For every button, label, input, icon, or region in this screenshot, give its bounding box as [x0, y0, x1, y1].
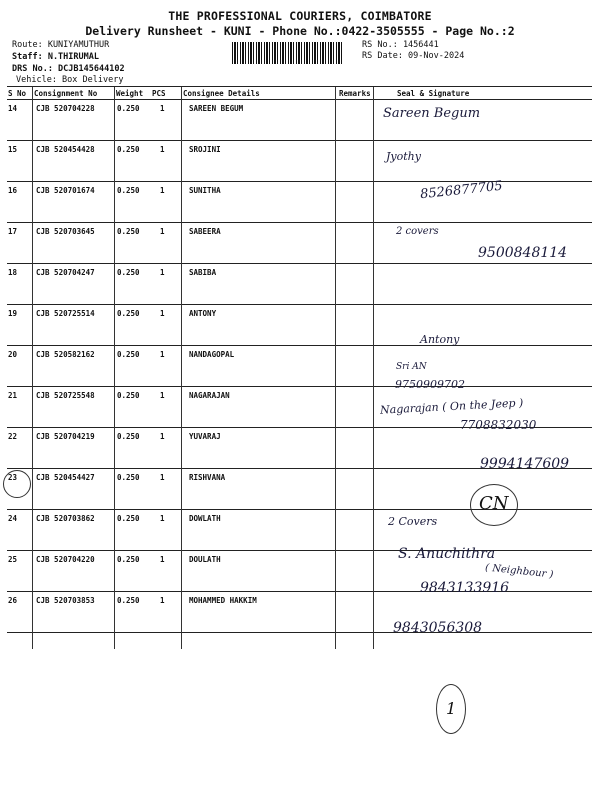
route-label: Route: KUNIYAMUTHUR	[12, 40, 110, 50]
row-weight: 0.250	[117, 227, 140, 236]
staff-label: Staff: N.THIRUMAL	[12, 52, 99, 62]
row-weight: 0.250	[117, 186, 140, 195]
row-pcs: 1	[160, 145, 165, 154]
signature-row-14: Sareen Begum	[383, 106, 481, 121]
row-sno: 16	[8, 186, 18, 195]
row-pcs: 1	[160, 432, 165, 441]
row-pcs: 1	[160, 514, 165, 523]
col-pcs: PCS	[152, 89, 166, 98]
row-sno: 21	[8, 391, 18, 400]
row-sno: 14	[8, 104, 18, 113]
table-row	[7, 591, 592, 633]
row-consignee: RISHVANA	[189, 473, 226, 482]
row-weight: 0.250	[117, 596, 140, 605]
row-sno: 22	[8, 432, 18, 441]
row-weight: 0.250	[117, 309, 140, 318]
row-consignee: YUVARAJ	[189, 432, 221, 441]
cn-circle-mark	[470, 484, 518, 526]
table-row	[7, 263, 592, 305]
page-mark	[436, 684, 466, 734]
row-sno: 23	[8, 473, 18, 482]
row-pcs: 1	[160, 473, 165, 482]
table-row	[7, 99, 592, 141]
row-consignment: CJB 520704247	[36, 268, 95, 277]
row-pcs: 1	[160, 596, 165, 605]
row-consignment: CJB 520582162	[36, 350, 95, 359]
row-pcs: 1	[160, 555, 165, 564]
row-weight: 0.250	[117, 514, 140, 523]
rs-date: RS Date: 09-Nov-2024	[362, 51, 465, 61]
signature-row-25-name: S. Anuchithra	[398, 546, 496, 562]
table-row	[7, 178, 592, 223]
row-consignment: CJB 520704220	[36, 555, 95, 564]
signature-row-20-phone: 9750909702	[395, 378, 465, 391]
row-weight: 0.250	[117, 350, 140, 359]
barcode	[232, 42, 344, 64]
signature-row-21-name: Nagarajan ( On the Jeep )	[379, 396, 524, 417]
col-consignee: Consignee Details	[183, 89, 260, 98]
row-sno: 20	[8, 350, 18, 359]
row-consignee: SAREEN BEGUM	[189, 104, 244, 113]
row-consignee: DOULATH	[189, 555, 221, 564]
row-pcs: 1	[160, 186, 165, 195]
row-consignment: CJB 520703862	[36, 514, 95, 523]
col-remarks: Remarks	[339, 89, 371, 98]
col-weight: Weight	[116, 89, 144, 98]
row-sno: 15	[8, 145, 18, 154]
row-consignee: SABIBA	[189, 268, 217, 277]
row-consignment: CJB 520704228	[36, 104, 95, 113]
column-divider	[32, 87, 33, 649]
column-divider	[335, 87, 336, 649]
signature-row-19: Antony	[420, 333, 460, 346]
runsheet-subtitle: Delivery Runsheet - KUNI - Phone No.:0422-3505555 - Page No.:2	[85, 24, 515, 38]
col-consignment: Consignment No	[34, 89, 98, 98]
vehicle-label: Vehicle: Box Delivery	[16, 75, 124, 85]
signature-row-15: Jyothy	[386, 150, 421, 163]
signature-row-25-phone: 9843133916	[420, 580, 510, 596]
row-consignee: MOHAMMED HAKKIM	[189, 596, 257, 605]
table-row	[7, 140, 592, 182]
rs-number: RS No.: 1456441	[362, 40, 439, 50]
signature-row-21-phone: 7708832030	[460, 418, 537, 432]
row-weight: 0.250	[117, 104, 140, 113]
row-consignment: CJB 520725548	[36, 391, 95, 400]
row-consignment: CJB 520725514	[36, 309, 95, 318]
row-pcs: 1	[160, 391, 165, 400]
col-sno: S No	[8, 89, 27, 98]
row-consignment: CJB 520454428	[36, 145, 95, 154]
row-consignee: SROJINI	[189, 145, 221, 154]
row-sno: 17	[8, 227, 18, 236]
row-consignment: CJB 520701674	[36, 186, 95, 195]
row-consignment: CJB 520704219	[36, 432, 95, 441]
row-sno: 18	[8, 268, 18, 277]
row-consignment: CJB 520703645	[36, 227, 95, 236]
row-pcs: 1	[160, 104, 165, 113]
row-weight: 0.250	[117, 268, 140, 277]
drs-label: DRS No.: DCJB145644102	[12, 64, 125, 74]
signature-row-20-name: Sri AN	[396, 362, 427, 372]
row-weight: 0.250	[117, 473, 140, 482]
row-sno: 25	[8, 555, 18, 564]
row-sno: 26	[8, 596, 18, 605]
row-consignment: CJB 520454427	[36, 473, 95, 482]
col-seal-signature: Seal & Signature	[397, 89, 470, 98]
row-consignee: NANDAGOPAL	[189, 350, 235, 359]
signature-row-24: 2 Covers	[388, 515, 438, 528]
row-consignee: NAGARAJAN	[189, 391, 230, 400]
row-consignee: DOWLATH	[189, 514, 221, 523]
signature-row-17-phone: 9500848114	[478, 245, 568, 261]
row-pcs: 1	[160, 309, 165, 318]
column-divider	[181, 87, 182, 649]
column-divider	[114, 87, 115, 649]
column-divider	[373, 87, 374, 649]
row-consignment: CJB 520703853	[36, 596, 95, 605]
row-23-circle-mark	[3, 470, 31, 498]
row-consignee: ANTONY	[189, 309, 217, 318]
signature-row-17-covers: 2 covers	[396, 226, 439, 237]
row-weight: 0.250	[117, 145, 140, 154]
row-sno: 24	[8, 514, 18, 523]
signature-row-26: 9843056308	[393, 620, 483, 636]
signature-row-22: 9994147609	[480, 456, 570, 472]
row-sno: 19	[8, 309, 18, 318]
row-pcs: 1	[160, 268, 165, 277]
signature-row-16: 8526877705	[419, 178, 504, 203]
row-weight: 0.250	[117, 432, 140, 441]
table-row	[7, 304, 592, 346]
page-mark-number: 1	[446, 699, 457, 718]
row-weight: 0.250	[117, 391, 140, 400]
table-row	[7, 345, 592, 387]
company-title: THE PROFESSIONAL COURIERS, COIMBATORE	[168, 9, 432, 23]
row-consignee: SUNITHA	[189, 186, 221, 195]
row-consignee: SABEERA	[189, 227, 221, 236]
row-pcs: 1	[160, 350, 165, 359]
signature-row-25-note: ( Neighbour )	[484, 562, 554, 581]
row-weight: 0.250	[117, 555, 140, 564]
row-pcs: 1	[160, 227, 165, 236]
cn-mark: CN	[479, 493, 509, 514]
